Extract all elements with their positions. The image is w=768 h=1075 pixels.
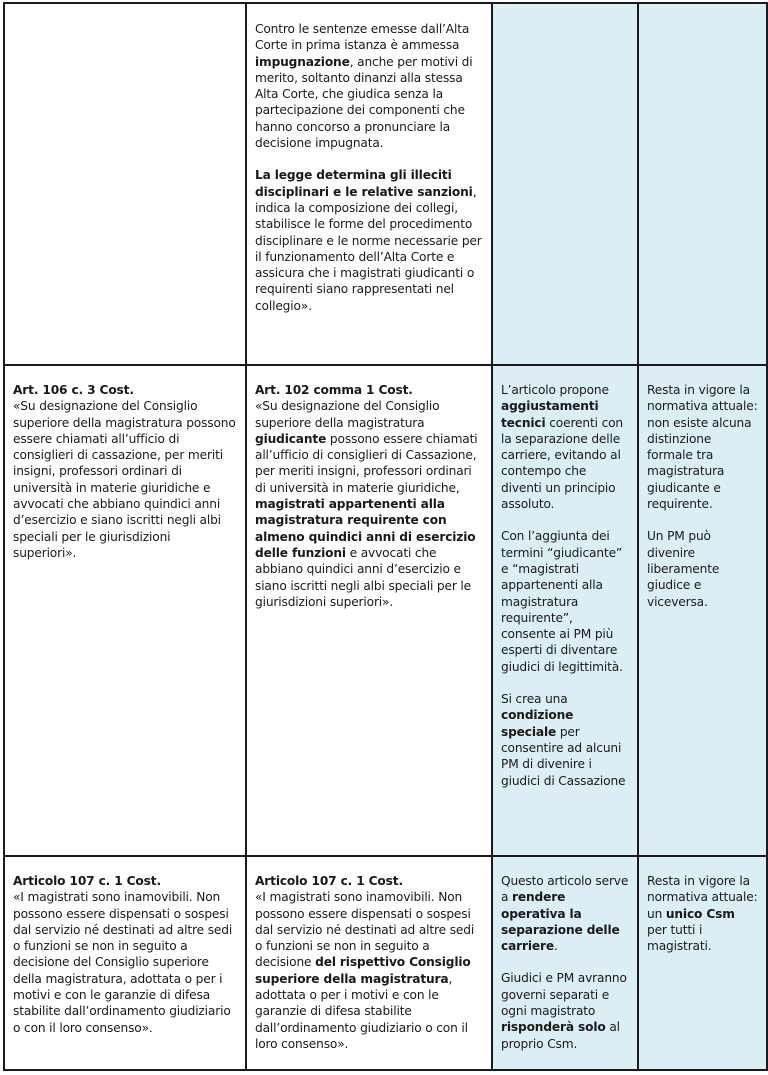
body-text: , indica la composizione dei collegi, stabilisce le forme del procedimento disciplinare e le norme necessarie per il funzionamento dell’Alta Corte e assicura che i magistrati giudicanti o requirenti siano rappresentati nel collegio». [255,184,482,313]
article-title: Articolo 107 c. 1 Cost. [13,874,161,888]
emphasis-text: del rispettivo Consiglio superiore della magistratura [255,955,471,986]
effect-cell [492,365,638,856]
emphasis-text: La legge determina gli illeciti disciplinari e le relative sanzioni [255,168,473,199]
reform-text-cell [246,3,492,365]
cell-paragraph [13,398,237,561]
table-row [4,365,767,856]
body-text: e avvocati che abbiano quindici anni d’esercizio e siano iscritti negli albi speciali per le giurisdizioni superiori». [255,545,472,609]
body-text: al proprio Csm. [501,1020,620,1051]
cell-paragraph [647,382,758,512]
current-text-cell [4,856,246,1070]
article-title: Art. 106 c. 3 Cost. [13,383,134,397]
body-text: coerenti con la separazione delle carriere, evitando al contempo che diventi un principio assoluto. [501,415,623,512]
emphasis-text: giudicante [255,431,327,446]
cell-paragraph [647,528,758,609]
emphasis-text: condizione speciale [501,708,574,739]
body-text: «I magistrati sono inamovibili. Non possono essere dispensati o sospesi dal servizio né destinati ad altre sedi o funzioni se non in seguito a decisione [255,890,475,970]
body-text: Resta in vigore la normativa attuale: [647,874,758,905]
cell-paragraph [13,889,237,1036]
body-text: Un PM può divenire liberamente giudice e viceversa. [647,529,720,609]
current-text-cell [4,365,246,856]
body-text: Con l’aggiunta dei termini “giudicante” e “magistrati appartenenti alla magistratura requirente”, consente ai PM più esperti di diventare giudici di legittimità. [501,529,623,674]
body-text: L’articolo propone [501,383,609,397]
body-text: , anche per motivi di merito, soltanto dinanzi alla stessa Alta Corte, che giudica senza la partecipazione dei componenti che hanno concorso a pronunciare la decisione impugnata. [255,54,473,151]
article-title: Articolo 107 c. 1 Cost. [255,874,403,888]
body-text: Questo articolo serve a [501,874,629,905]
effect-cell [492,3,638,365]
body-text: «I magistrati sono inamovibili. Non possono essere dispensati o sospesi dal servizio né destinati ad altre sedi o funzioni se non in seguito a decisione del Consiglio superiore della magistratura, adottata o per i motivi e con le garanzie di difesa stabilite dall’ordinamento giudiziario o con il loro consenso». [13,890,233,1035]
cell-paragraph [255,167,483,314]
cell-paragraph [647,873,758,954]
reform-text-cell [246,856,492,1070]
emphasis-text: aggiustamenti tecnici [501,399,599,430]
body-text: possono essere chiamati all’ufficio di consiglieri di Cassazione, per meriti insigni, professori ordinari di università in materie giuridiche, [255,431,478,495]
body-text: Resta in vigore la normativa attuale: non esiste alcuna distinzione formale tra magistratura giudicante e requirente. [647,383,758,512]
emphasis-text: rendere operativa la separazione delle carriere [501,890,620,954]
status-quo-cell [638,365,767,856]
emphasis-text: unico Csm [665,906,735,921]
emphasis-text: impugnazione [255,54,350,69]
status-quo-cell [638,856,767,1070]
status-quo-cell [638,3,767,365]
cell-paragraph [501,528,629,675]
body-text: . [554,939,558,954]
body-text: «Su designazione del Consiglio superiore della magistratura [255,399,440,430]
cell-paragraph [255,398,483,610]
emphasis-text: magistrati appartenenti alla magistratura requirente con almeno quindici anni di esercizio delle funzioni [255,497,476,560]
cell-paragraph [255,21,483,151]
effect-cell [492,856,638,1070]
body-text: Giudici e PM avranno governi separati e ogni magistrato [501,971,627,1019]
cell-paragraph [501,873,629,954]
body-text: per consentire ad alcuni PM di divenire i giudici di Cassazione [501,724,626,788]
body-text: , adottata o per i motivi e con le garanzie di difesa stabilite dall’ordinamento giudiziario o con il loro consenso». [255,971,468,1051]
cell-paragraph [501,970,629,1051]
body-text: «Su designazione del Consiglio superiore della magistratura possono essere chiamati all’ufficio di consiglieri di cassazione, per meriti insigni, professori ordinari di università in materie giuridiche e avvocati che abbiano quindici anni d’esercizio e siano iscritti negli albi speciali per le giurisdizioni superiori». [13,399,236,560]
body-text: Si crea una [501,692,568,707]
table-row [4,856,767,1070]
cell-paragraph [501,382,629,512]
comparison-table [3,2,768,1071]
reform-text-cell [246,365,492,856]
cell-paragraph [501,691,629,789]
current-text-cell [4,3,246,365]
cell-paragraph [255,889,483,1052]
body-text: Contro le sentenze emesse dall’Alta Corte in prima istanza è ammessa [255,22,470,53]
table-row [4,3,767,365]
emphasis-text: risponderà solo [501,1020,606,1035]
article-title: Art. 102 comma 1 Cost. [255,383,413,397]
body-text: un [647,906,666,921]
body-text: per tutti i magistrati. [647,922,712,954]
